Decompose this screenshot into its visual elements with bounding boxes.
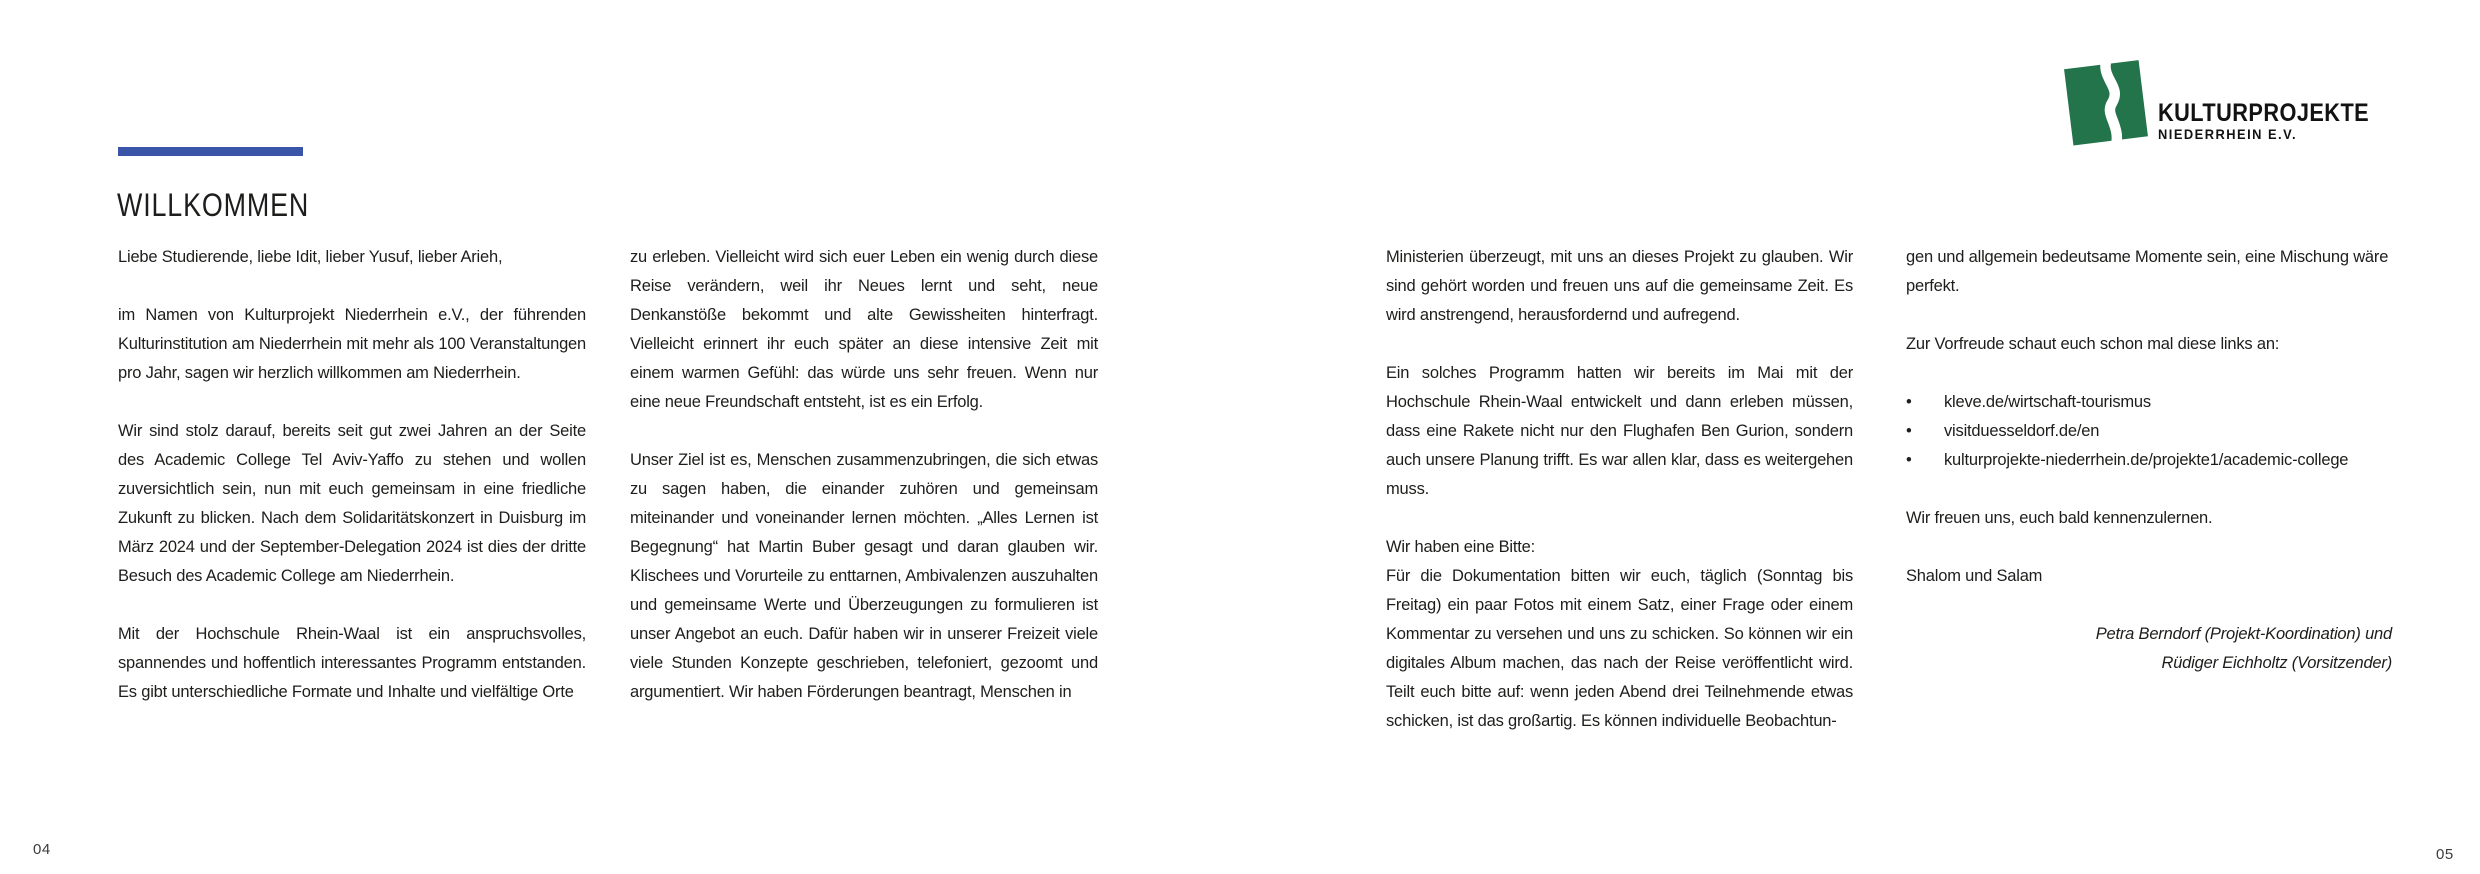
paragraph-greeting: Shalom und Salam	[1906, 567, 2043, 585]
paragraph: Ministerien überzeugt, mit uns an dieses Projekt zu glauben. Wir sind gehört worden und freuen uns auf die gemeinsame Zeit. Es wird anstrengend, herausfordernd und aufregend.	[1386, 248, 1853, 324]
list-item	[1906, 388, 2392, 417]
bullet-icon: •	[1906, 451, 1912, 469]
page-number-right: 05	[2436, 846, 2454, 863]
bullet-icon: •	[1906, 393, 1912, 411]
paragraph-links-intro: Zur Vorfreude schaut euch schon mal diese links an:	[1906, 335, 2280, 353]
link-visitduesseldorf[interactable]: visitduesseldorf.de/en	[1944, 422, 2100, 440]
link-kulturprojekte[interactable]: kulturprojekte-niederrhein.de/projekte1/academic-college	[1944, 451, 2349, 469]
org-name: KULTURPROJEKTE	[2158, 99, 2370, 127]
paragraph: gen und allgemein bedeutsame Momente sein, eine Mischung wäre perfekt.	[1906, 248, 2389, 295]
signature-block	[1906, 620, 2392, 678]
text-column-3	[1386, 243, 1853, 765]
link-list	[1906, 388, 2392, 475]
page-title: WILLKOMMEN	[117, 187, 310, 224]
paragraph-request-intro: Wir haben eine Bitte:	[1386, 538, 1535, 556]
text-column-2	[630, 243, 1098, 736]
paragraph: im Namen von Kulturprojekt Niederrhein e.V., der führenden Kulturinstitution am Niederrhein mit mehr als 100 Veranstaltungen pro Jahr, sagen wir herzlich willkommen am Niederrhein.	[118, 306, 586, 382]
org-subname: NIEDERRHEIN E.V.	[2158, 126, 2298, 142]
page-number-left: 04	[33, 841, 51, 858]
signature-line-1: Petra Berndorf (Projekt-Koordination) und	[2095, 625, 2392, 643]
list-item	[1906, 446, 2392, 475]
text-column-1	[118, 243, 586, 736]
river-square-logo-icon	[2058, 52, 2154, 157]
link-kleve[interactable]: kleve.de/wirtschaft-tourismus	[1944, 393, 2151, 411]
paragraph: Mit der Hochschule Rhein-Waal ist ein anspruchsvolles, spannendes und hoffentlich interessantes Programm entstanden. Es gibt unterschiedliche Formate und Inhalte und vielfältige Orte	[118, 625, 586, 701]
paragraph: Ein solches Programm hatten wir bereits im Mai mit der Hochschule Rhein-Waal entwickelt und dann erleben müssen, dass eine Rakete nicht nur den Flughafen Ben Gurion, sondern auch unsere Planung trifft. Es war allen klar, dass es weitergehen muss.	[1386, 364, 1853, 498]
paragraph: Unser Ziel ist es, Menschen zusammenzubringen, die sich etwas zu sagen haben, die einander zuhören und gemeinsam miteinander und voneinander lernen möchten. „Alles Lernen ist Begegnung“ hat Martin Buber gesagt und daran glauben wir. Klischees und Vorurteile zu enttarnen, Ambivalenzen auszuhalten und gemeinsame Werte und Überzeugungen zu formulieren ist unser Angebot an euch. Dafür haben wir in unserer Freizeit viele viele Stunden Konzepte geschrieben, telefoniert, gezoomt und argumentiert. Wir haben Förderungen beantragt, Menschen in	[630, 451, 1098, 701]
org-logo	[2058, 52, 2398, 157]
signature-line-2: Rüdiger Eichholtz (Vorsitzender)	[2161, 654, 2392, 672]
paragraph-salutation: Liebe Studierende, liebe Idit, lieber Yusuf, lieber Arieh,	[118, 248, 503, 266]
accent-divider-bar	[118, 147, 303, 156]
bullet-icon: •	[1906, 422, 1912, 440]
list-item	[1906, 417, 2392, 446]
org-logo-text	[2158, 100, 2401, 143]
text-column-4	[1906, 243, 2392, 678]
paragraph-closing: Wir freuen uns, euch bald kennenzulernen.	[1906, 509, 2213, 527]
paragraph: zu erleben. Vielleicht wird sich euer Leben ein wenig durch diese Reise verändern, weil ihr Neues lernt und seht, neue Denkanstöße bekommt und alte Gewissheiten hinterfragt. Vielleicht erinnert ihr euch später an diese intensive Zeit mit einem warmen Gefühl: das würde uns sehr freuen. Wenn nur eine neue Freundschaft entsteht, ist es ein Erfolg.	[630, 248, 1098, 411]
paragraph: Für die Dokumentation bitten wir euch, täglich (Sonntag bis Freitag) ein paar Fotos mit einem Satz, einer Frage oder einem Kommentar zu versehen und uns zu schicken. So können wir ein digitales Album machen, das nach der Reise veröffentlicht wird. Teilt euch bitte auf: wenn jeden Abend drei Teilnehmende etwas schicken, ist das großartig. Es können individuelle Beobachtun-	[1386, 567, 1853, 730]
paragraph: Wir sind stolz darauf, bereits seit gut zwei Jahren an der Seite des Academic College Tel Aviv-Yaffo zu stehen und wollen zuversichtlich sein, nun mit euch gemeinsam in eine friedliche Zukunft zu blicken. Nach dem Solidaritätskonzert in Duisburg im März 2024 und der September-Delegation 2024 ist dies der dritte Besuch des Academic College am Niederrhein.	[118, 422, 586, 585]
